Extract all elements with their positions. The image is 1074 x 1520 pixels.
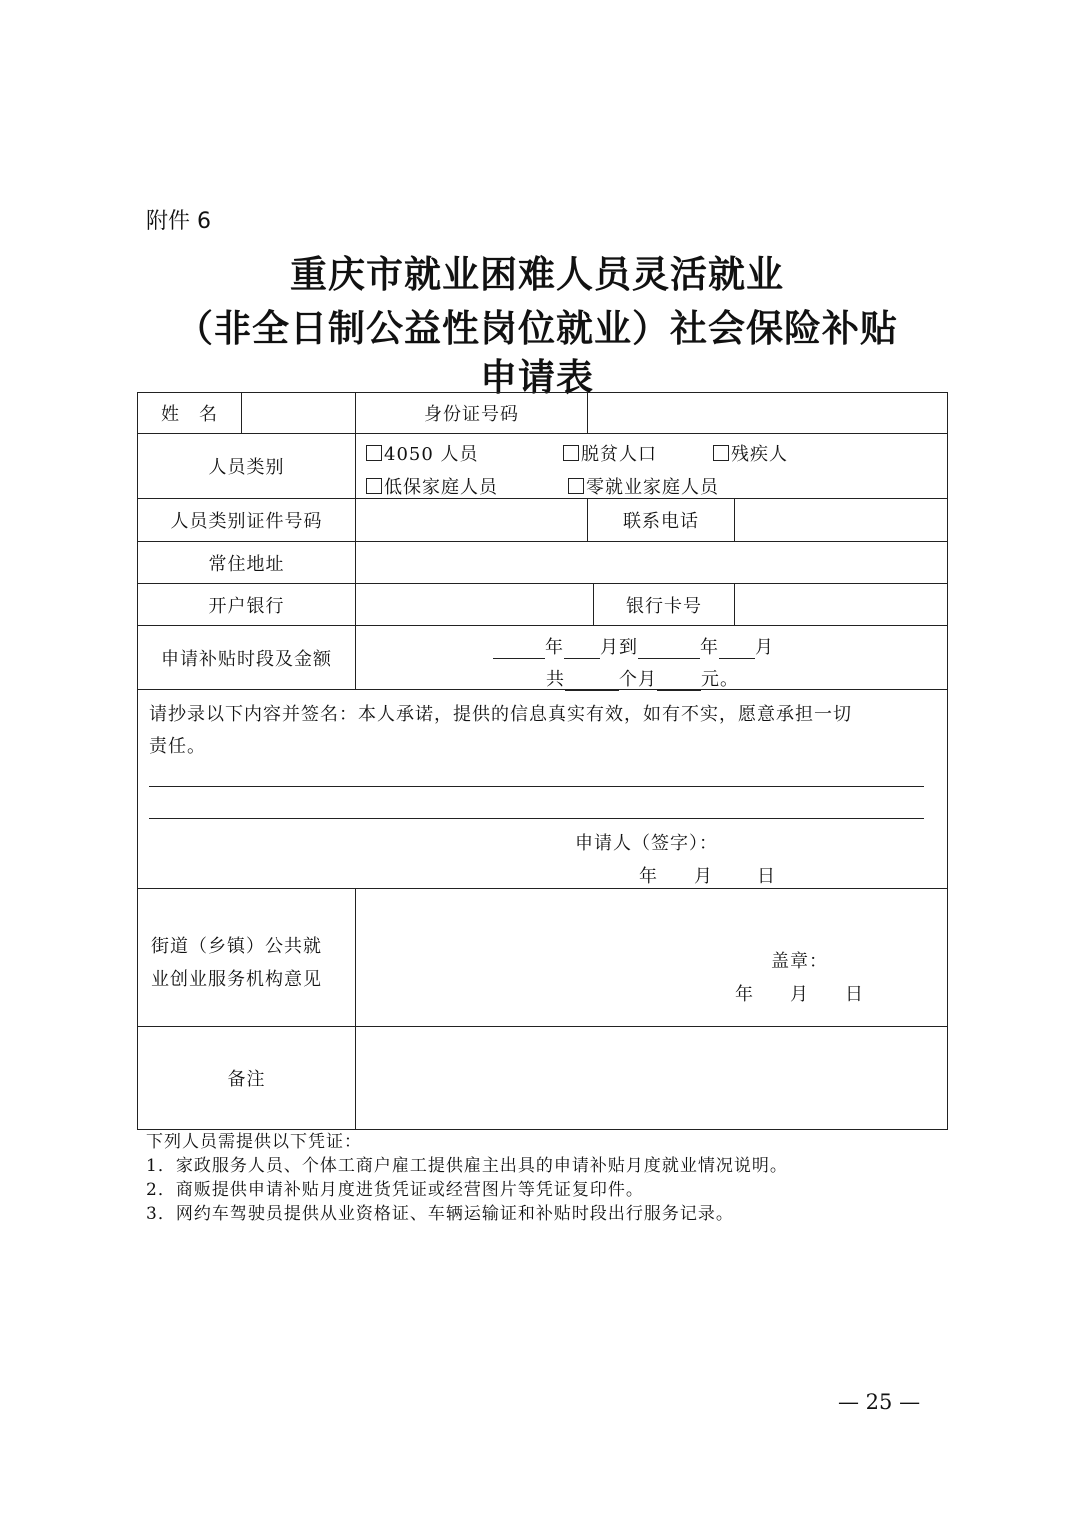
category-label: 人员类别 <box>137 433 356 499</box>
applicant-signature-label: 申请人（签字）： <box>575 833 718 854</box>
checkbox-icon <box>366 445 382 461</box>
remarks-label: 备注 <box>137 1026 356 1130</box>
end-month-blank[interactable] <box>719 640 755 659</box>
category-option-disabled[interactable]: 残疾人 <box>713 440 788 466</box>
bank-field[interactable] <box>355 583 594 626</box>
agency-opinion-field[interactable] <box>355 888 948 1027</box>
form-title-line-1: 重庆市就业困难人员灵活就业 <box>290 253 784 296</box>
form-title-line-3: 申请表 <box>480 356 594 399</box>
copy-line-1[interactable] <box>149 786 924 787</box>
form-title-line-2: （非全日制公益性岗位就业）社会保险补贴 <box>176 307 898 350</box>
address-field[interactable] <box>355 541 948 584</box>
end-year-blank[interactable] <box>638 640 700 659</box>
agency-label-line-1: 街道（乡镇）公共就 <box>151 936 322 957</box>
card-label: 银行卡号 <box>593 583 735 626</box>
category-option-zero-employment[interactable]: 零就业家庭人员 <box>568 473 719 499</box>
category-option-poverty[interactable]: 脱贫人口 <box>563 440 657 466</box>
notes-item-3: 3．网约车驾驶员提供从业资格证、车辆运输证和补贴时段出行服务记录。 <box>146 1204 734 1224</box>
copy-line-2[interactable] <box>149 818 924 819</box>
pledge-text-line-2: 责任。 <box>149 736 206 757</box>
period-label: 申请补贴时段及金额 <box>137 625 356 690</box>
application-form-table <box>137 392 948 1130</box>
name-label: 姓 名 <box>137 392 242 434</box>
checkbox-icon <box>563 445 579 461</box>
period-range: 年 月到 年 月 <box>493 633 774 659</box>
address-label: 常住地址 <box>137 541 356 584</box>
start-month-blank[interactable] <box>564 640 600 659</box>
category-option-4050[interactable]: 4050 人员 <box>366 440 479 466</box>
id-number-field[interactable] <box>587 392 948 434</box>
checkbox-icon <box>366 478 382 494</box>
notes-item-1: 1．家政服务人员、个体工商户雇工提供雇主出具的申请补贴月度就业情况说明。 <box>146 1156 788 1176</box>
page-number: — 25 — <box>838 1390 921 1414</box>
id-number-label: 身份证号码 <box>355 392 588 434</box>
phone-field[interactable] <box>734 498 948 542</box>
agency-date: 年 月 日 <box>735 984 864 1005</box>
card-field[interactable] <box>734 583 948 626</box>
category-option-low-income[interactable]: 低保家庭人员 <box>366 473 498 499</box>
pledge-text-line-1: 请抄录以下内容并签名：本人承诺，提供的信息真实有效，如有不实，愿意承担一切 <box>149 704 852 725</box>
notes-item-2: 2．商贩提供申请补贴月度进货凭证或经营图片等凭证复印件。 <box>146 1180 644 1200</box>
notes-section <box>146 1130 788 1226</box>
name-field[interactable] <box>241 392 356 434</box>
start-year-blank[interactable] <box>493 640 545 659</box>
attachment-label: 附件 6 <box>146 209 211 234</box>
bank-label: 开户银行 <box>137 583 356 626</box>
period-amount: 共 个月 元。 <box>546 669 739 690</box>
checkbox-icon <box>568 478 584 494</box>
checkbox-icon <box>713 445 729 461</box>
remarks-field[interactable] <box>355 1026 948 1130</box>
notes-intro: 下列人员需提供以下凭证： <box>146 1132 362 1152</box>
phone-label: 联系电话 <box>587 498 735 542</box>
category-cert-label: 人员类别证件号码 <box>137 498 356 542</box>
applicant-date: 年 月 日 <box>639 866 776 887</box>
agency-label-line-2: 业创业服务机构意见 <box>151 969 322 990</box>
category-cert-field[interactable] <box>355 498 588 542</box>
seal-label: 盖章： <box>771 951 828 972</box>
